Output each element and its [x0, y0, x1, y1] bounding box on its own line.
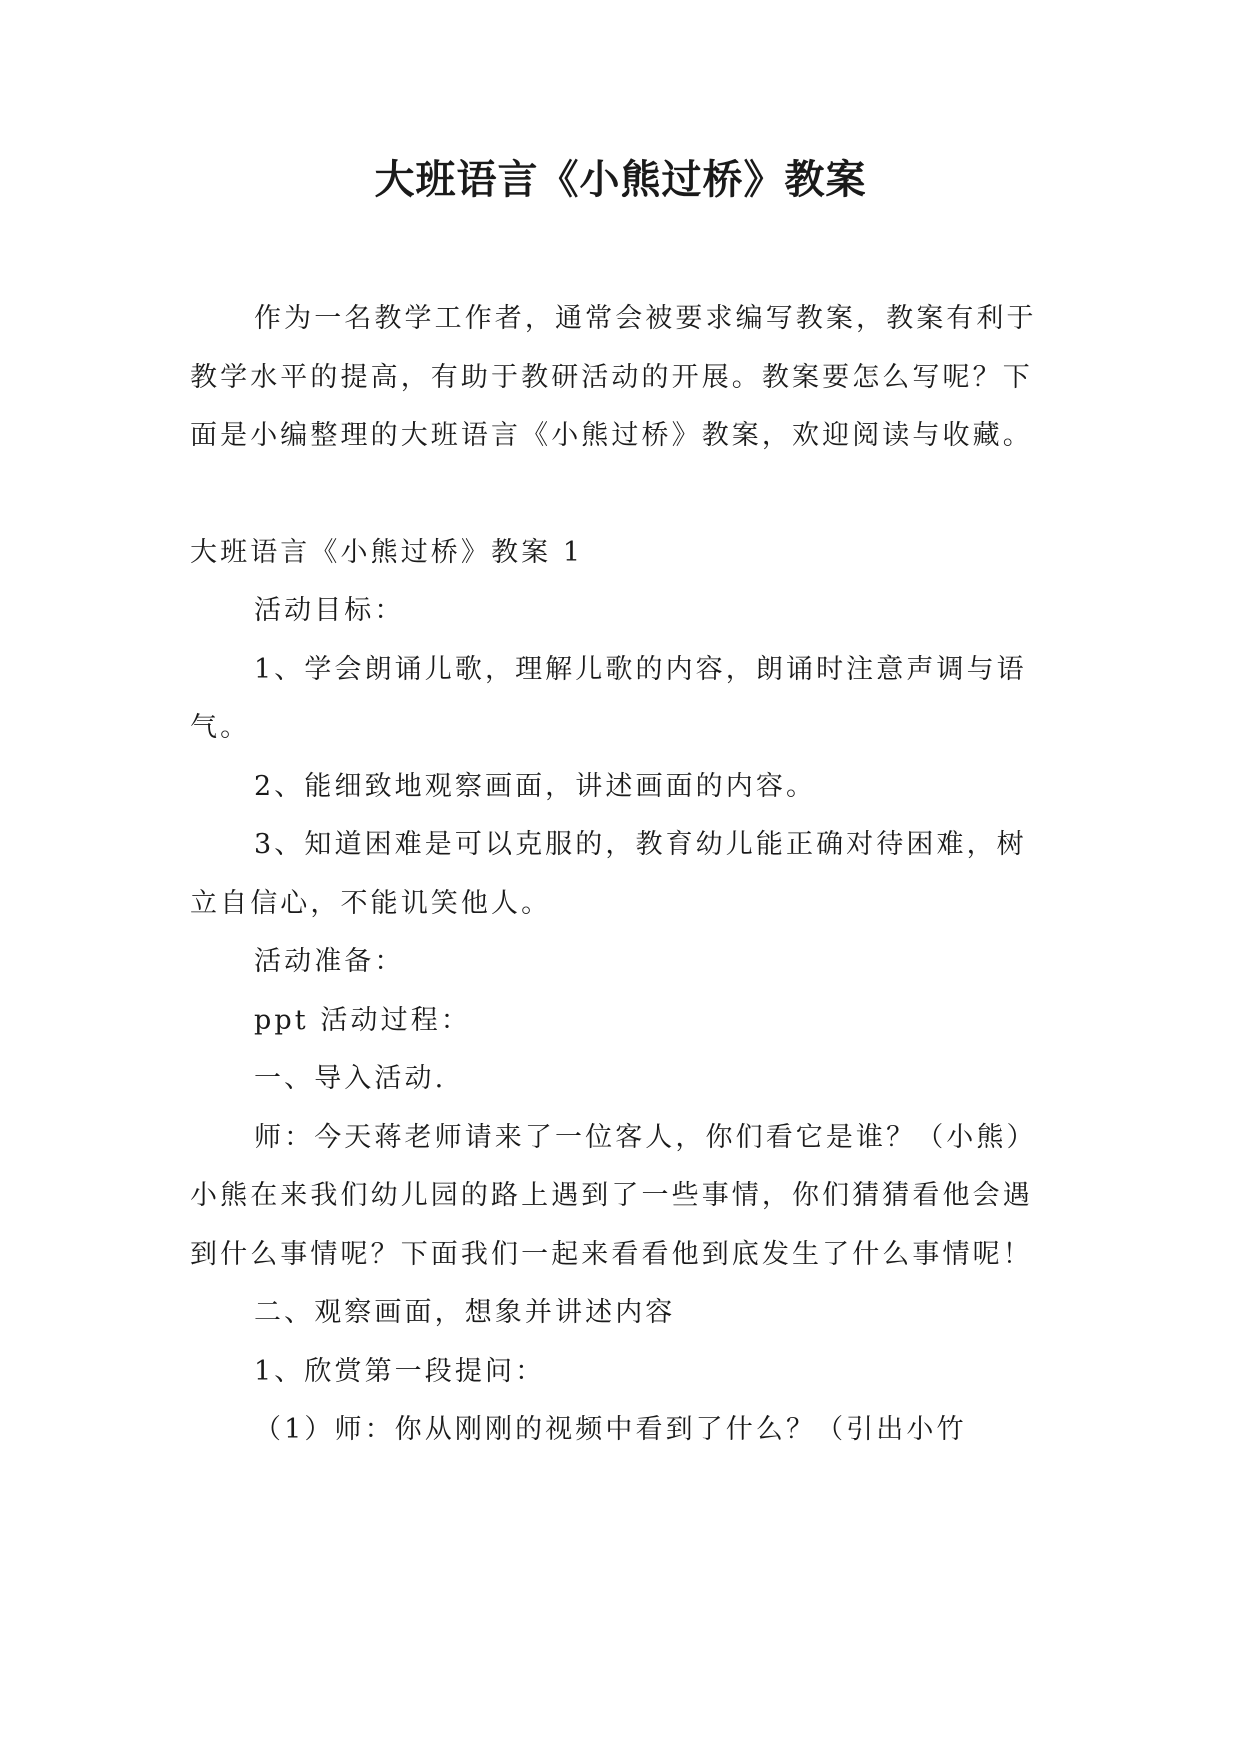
intro-paragraph: 作为一名教学工作者，通常会被要求编写教案，教案有利于教学水平的提高，有助于教研活动的开展。教案要怎么写呢？下面是小编整理的大班语言《小熊过桥》教案，欢迎阅读与收藏。: [190, 303, 1037, 451]
paragraph-goal-1: 1、学会朗诵儿歌，理解儿歌的内容，朗诵时注意声调与语气。: [190, 653, 1027, 743]
paragraph-activity-goals: 活动目标：: [254, 595, 405, 626]
document-title: 大班语言《小熊过桥》教案: [374, 157, 867, 203]
paragraph-step-2: 二、观察画面，想象并讲述内容: [254, 1297, 676, 1328]
section-heading: 大班语言《小熊过桥》教案 1: [190, 536, 584, 568]
paragraph-goal-2: 2、能细致地观察画面，讲述画面的内容。: [254, 770, 817, 802]
paragraph-gap: [190, 466, 1050, 524]
paragraph-appreciate-1: 1、欣赏第一段提问：: [254, 1355, 546, 1387]
document-body: [190, 290, 1050, 1460]
paragraph-step-1: 一、导入活动.: [254, 1063, 447, 1094]
paragraph-teacher-intro: 师：今天蒋老师请来了一位客人，你们看它是谁？（小熊）小熊在来我们幼儿园的路上遇到了一些事情，你们猜猜看他会遇到什么事情呢？下面我们一起来看看他到底发生了什么事情呢！: [190, 1121, 1037, 1270]
paragraph-ppt-process: ppt 活动过程：: [254, 1004, 471, 1036]
paragraph-activity-prep: 活动准备：: [254, 946, 405, 977]
paragraph-goal-3: 3、知道困难是可以克服的，教育幼儿能正确对待困难，树立自信心，不能讥笑他人。: [190, 829, 1027, 919]
paragraph-question-1: （1）师：你从刚刚的视频中看到了什么？（引出小竹: [254, 1414, 967, 1445]
